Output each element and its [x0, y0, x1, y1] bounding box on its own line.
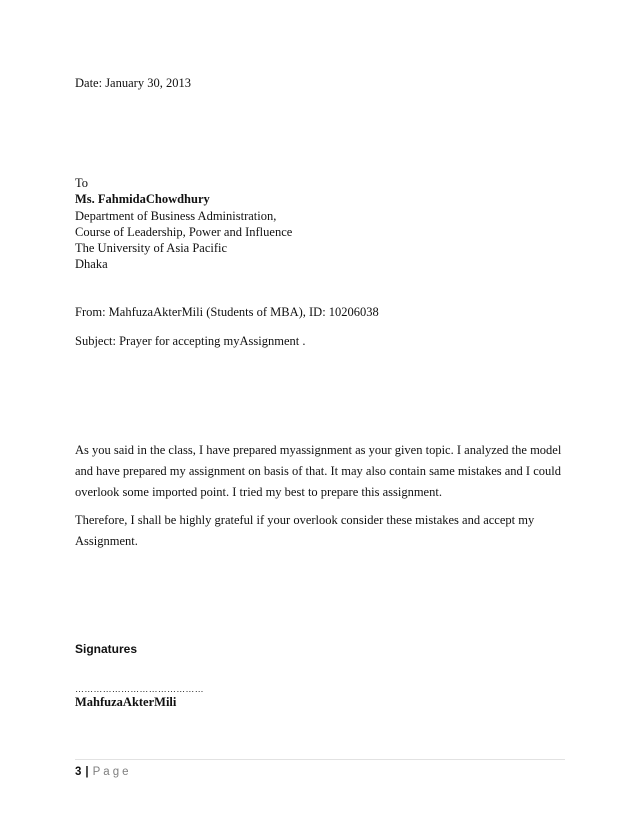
recipient-department: Department of Business Administration, — [75, 209, 277, 223]
sender-line: From: MahfuzaAkterMili (Students of MBA), ID: 10206038 — [75, 305, 379, 319]
page-footer — [75, 764, 131, 780]
recipient-to: To — [75, 176, 89, 190]
subject-line: Subject: Prayer for accepting myAssignment . — [75, 334, 306, 348]
page-number: 3 — [75, 766, 82, 778]
body-paragraph-1-line: overlook some imported point. I tried my best to prepare this assignment. — [75, 485, 442, 499]
letter-date: Date: January 30, 2013 — [75, 76, 191, 90]
recipient-course: Course of Leadership, Power and Influence — [75, 225, 293, 239]
signature-line: …………………………………… — [75, 684, 204, 694]
body-paragraph-2 — [75, 510, 575, 552]
footer-separator: | — [85, 766, 89, 778]
body-paragraph-2-line: Therefore, I shall be highly grateful if your overlook consider these mistakes and accept my — [75, 513, 535, 527]
footer-divider — [75, 759, 565, 760]
recipient-name: Ms. FahmidaChowdhury — [75, 192, 210, 206]
recipient-city: Dhaka — [75, 257, 108, 271]
body-paragraph-1-line: As you said in the class, I have prepared myassignment as your given topic. I analyzed the model — [75, 443, 562, 457]
signature-heading: Signatures — [75, 642, 138, 656]
signer-name: MahfuzaAkterMili — [75, 695, 177, 709]
recipient-university: The University of Asia Pacific — [75, 241, 228, 255]
body-paragraph-1-line: and have prepared my assignment on basis of that. It may also contain same mistakes and I could — [75, 464, 561, 478]
body-paragraph-1 — [75, 440, 575, 503]
page-label: Page — [92, 766, 132, 778]
body-paragraph-2-line: Assignment. — [75, 534, 138, 548]
